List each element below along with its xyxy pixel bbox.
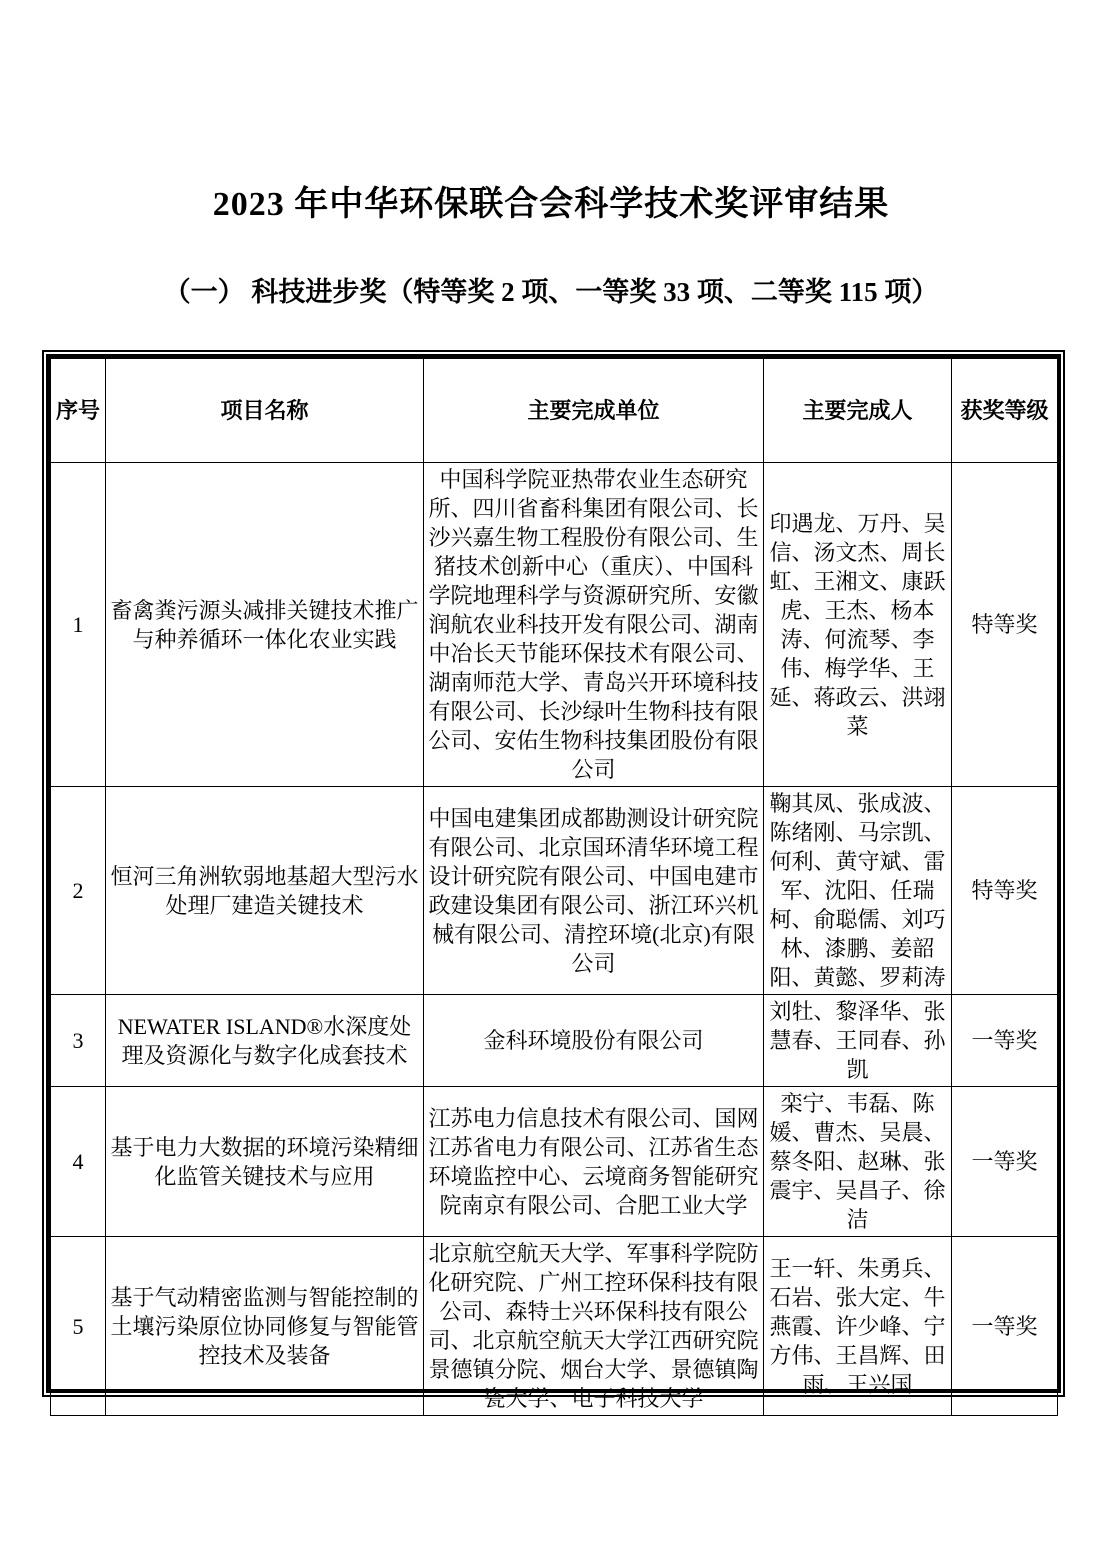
cell-award: 一等奖 [952,1087,1058,1237]
cell-award: 特等奖 [952,463,1058,787]
awards-table [50,358,1058,1416]
cell-index: 4 [51,1087,106,1237]
col-header-award: 获奖等级 [952,359,1058,463]
cell-units: 金科环境股份有限公司 [424,995,764,1087]
cell-project: 恒河三角洲软弱地基超大型污水处理厂建造关键技术 [106,787,424,995]
col-header-units: 主要完成单位 [424,359,764,463]
cell-people: 栾宁、韦磊、陈媛、曹杰、吴晨、蔡冬阳、赵琳、张震宇、吴昌子、徐洁 [764,1087,952,1237]
cell-people: 印遇龙、万丹、吴信、汤文杰、周长虹、王湘文、康跃虎、王杰、杨本涛、何流琴、李伟、梅学华、王延、蒋政云、洪翊菜 [764,463,952,787]
table-row [51,787,1058,995]
cell-project: 基于气动精密监测与智能控制的土壤污染原位协同修复与智能管控技术及装备 [106,1237,424,1416]
cell-project: 畜禽粪污源头减排关键技术推广与种养循环一体化农业实践 [106,463,424,787]
cell-units: 中国科学院亚热带农业生态研究所、四川省畜科集团有限公司、长沙兴嘉生物工程股份有限公司、生猪技术创新中心（重庆）、中国科学院地理科学与资源研究所、安徽润航农业科技开发有限公司、湖南中冶长天节能环保技术有限公司、湖南师范大学、青岛兴开环境科技有限公司、长沙绿叶生物科技有限公司、安佑生物科技集团股份有限公司 [424,463,764,787]
cell-units: 江苏电力信息技术有限公司、国网江苏省电力有限公司、江苏省生态环境监控中心、云境商务智能研究院南京有限公司、合肥工业大学 [424,1087,764,1237]
cell-people: 王一轩、朱勇兵、石岩、张大定、牛燕霞、许少峰、宁方伟、王昌辉、田雨、王兴国 [764,1237,952,1416]
table-header-row [51,359,1058,463]
page-title: 2023 年中华环保联合会科学技术奖评审结果 [212,186,890,223]
cell-award: 一等奖 [952,1237,1058,1416]
cell-index: 5 [51,1237,106,1416]
cell-units: 北京航空航天大学、军事科学院防化研究院、广州工控环保科技有限公司、森特士兴环保科技有限公司、北京航空航天大学江西研究院景德镇分院、烟台大学、景德镇陶瓷大学、电子科技大学 [424,1237,764,1416]
cell-index: 3 [51,995,106,1087]
cell-people: 鞠其凤、张成波、陈绪刚、马宗凯、何利、黄守斌、雷军、沈阳、任瑞柯、俞聪儒、刘巧林、漆鹏、姜韶阳、黄懿、罗莉涛 [764,787,952,995]
table-row [51,1237,1058,1416]
col-header-index: 序号 [51,359,106,463]
cell-units: 中国电建集团成都勘测设计研究院有限公司、北京国环清华环境工程设计研究院有限公司、中国电建市政建设集团有限公司、浙江环兴机械有限公司、清控环境(北京)有限公司 [424,787,764,995]
cell-index: 1 [51,463,106,787]
cell-award: 一等奖 [952,995,1058,1087]
table-row [51,1087,1058,1237]
cell-award: 特等奖 [952,787,1058,995]
col-header-people: 主要完成人 [764,359,952,463]
cell-project: 基于电力大数据的环境污染精细化监管关键技术与应用 [106,1087,424,1237]
cell-people: 刘牡、黎泽华、张慧春、王同春、孙凯 [764,995,952,1087]
cell-project: NEWATER ISLAND®水深度处理及资源化与数字化成套技术 [106,995,424,1087]
awards-table-frame [42,350,1065,1411]
col-header-project: 项目名称 [106,359,424,463]
section-subtitle: （一） 科技进步奖（特等奖 2 项、一等奖 33 项、二等奖 115 项） [163,277,939,307]
awards-table-inner-frame [46,354,1061,1411]
cell-index: 2 [51,787,106,995]
table-row [51,463,1058,787]
table-row [51,995,1058,1087]
